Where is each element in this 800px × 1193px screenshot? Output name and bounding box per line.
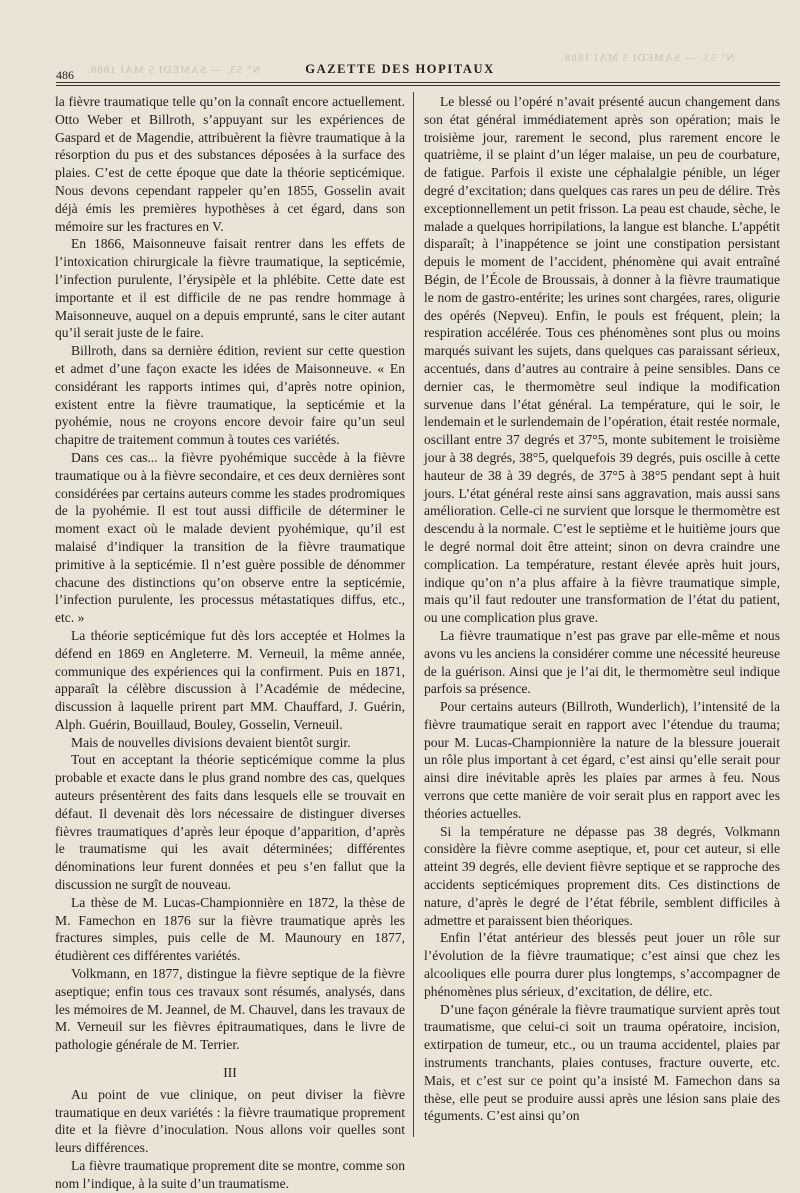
paragraph: Le blessé ou l’opéré n’avait présenté aucun changement dans son état général immédiatement après son opération; mais le troisième jour, rarement le second, plus rarement encore le quatrième, il se plaint d’un léger malaise, un peu de courbature, de fatigue. Parfois il existe une céphalalgie pénible, un léger degré d’excitation; dans quelques cas rares un peu de délire. Très exceptionnellement un petit frisson. La peau est chaude, sèche, le malade a quelques horripilations, la langue est blanche. L’appétit disparaît; à l’inappétence se joint une constipation persistant depuis le moment de l’accident, phénomène qui avait entraîné Bégin, de l’École de Broussais, à donner à la fièvre traumatique le nom de gastro-entérite; les urines sont chargées, rares, oligurie des opérés (Nepveu). Enfin, le pouls est fréquent, plein; la respiration accélérée. Tous ces phénomènes sont plus ou moins marqués suivant les sujets, dans quelques cas paraissant sérieux, accentués, dans d’autres au contraire à peine sensibles. Dans ce dernier cas, le thermomètre seul indique la modification survenue dans l’état général. La température, qui le soir, le lendemain et le surlendemain de l’opération, était restée normale, oscillant entre 37 degrés et 37°5, monte subitement le troisième jour à 38 degrés, 38°5, quelquefois 39 degrés, puis oscille à cette hauteur de 38 à 39 degrés, de 37°5 à 38°5 pendant sept à huit jours. L’état général reste ainsi sans aggravation, mais aussi sans amélioration. Celle-ci ne survient que lorsque le thermomètre est descendu à la normale. C’est le septième et le huitième jours que le degré normal doit être atteint; sinon on devra craindre une complication. La température, restant élevée après huit jours, indique qu’on n’a plus affaire à la fièvre traumatique simple, mais qu’il faut redouter une transformation de l’état du patient, ou une complication plus grave.: [424, 94, 780, 626]
paragraph: Enfin l’état antérieur des blessés peut jouer un rôle sur l’évolution de la fièvre traumatique; c’est ainsi que chez les alcooliques elle pourra durer plus longtemps, s’accompagner de phénomènes plus sérieux, d’excitation, de délire, etc.: [424, 930, 780, 999]
paragraph: La théorie septicémique fut dès lors acceptée et Holmes la défend en 1869 en Angleterre. M. Verneuil, la même année, communique des expériences qui la confirment. Puis en 1871, apparaît la célèbre discussion à l’Académie de médecine, discussion à laquelle prirent part MM. Chauffard, J. Guérin, Alph. Guérin, Bouillaud, Bouley, Gosselin, Verneuil.: [55, 627, 405, 732]
bleed-through-text: N° 53. — SAMEDI 5 MAI 1888.: [86, 64, 261, 76]
paragraph: Tout en acceptant la théorie septicémique comme la plus probable et exacte dans le plus grand nombre des cas, quelques auteurs présentèrent des faits dans lesquels elle se trouvait en défaut. Il devenait dès lors nécessaire de distinguer diverses fièvres traumatiques d’après leur époque d’apparition, d’après le traumatisme qui les avait déterminées; différentes dénominations leur furent données et peu s’en fallut que la discussion ne surgît de nouveau.: [55, 752, 405, 893]
paragraph: Si la température ne dépasse pas 38 degrés, Volkmann considère la fièvre comme aseptique, et, pour cet auteur, si elle atteint 39 degrés, elle devient fièvre septique et se rapproche des accidents septicémiques proprement dits. Ces distinctions de nature, d’après le degré de l’état fébrile, semblent difficiles à admettre et paraissent bien théoriques.: [424, 823, 780, 928]
left-column: [55, 93, 405, 1193]
paragraph: Au point de vue clinique, on peut diviser la fièvre traumatique en deux variétés : la fièvre traumatique proprement dite et la fièvre d’inoculation. Nous allons voir quelles sont leurs différences.: [55, 1086, 405, 1156]
header-rule: [56, 82, 780, 83]
paragraph: Pour certains auteurs (Billroth, Wunderlich), l’intensité de la fièvre traumatique serait en rapport avec l’étendue du trauma; pour M. Lucas-Championnière la nature de la blessure jouerait un rôle plus important à cet égard, c’est ainsi qu’elle serait pour ainsi dire inévitable après les plaies par armes à feu. Nous verrons que cette manière de voir serait plus en rapport avec les théories actuelles.: [424, 699, 780, 821]
right-column: [424, 93, 780, 1125]
section-heading: III: [223, 1065, 237, 1081]
paragraph: Mais de nouvelles divisions devaient bientôt surgir.: [71, 734, 351, 750]
header-rule-double: [56, 85, 780, 86]
paragraph: Volkmann, en 1877, distingue la fièvre septique de la fièvre aseptique; enfin tous ces travaux sont résumés, analysés, dans les mémoires de M. Jeannel, de M. Chauvel, dans les travaux de M. Verneuil sur les fièvres épitraumatiques, dans le livre de pathologie générale de M. Terrier.: [55, 966, 405, 1053]
page-title: GAZETTE DES HOPITAUX: [305, 62, 495, 76]
paragraph: la fièvre traumatique telle qu’on la connaît encore actuellement. Otto Weber et Billroth, s’appuyant sur les expériences de Gaspard et de Magendie, attribuèrent la fièvre traumatique à la résorption du pus et des substances déposées à la surface des plaies. C’est de cette époque que date la théorie septicémique. Nous devons cependant rappeler qu’en 1855, Gosselin avait déjà émis les premières hypothèses à cet égard, dans son mémoire sur les fractures en V.: [55, 94, 405, 234]
page-number: 486: [56, 68, 74, 82]
paragraph: Dans ces cas... la fièvre pyohémique succède à la fièvre traumatique ou à la fièvre secondaire, et ces deux dernières sont considérées par certains auteurs comme les stades prodromiques de la pyohémie. Il est tout aussi difficile de déterminer le moment exact où le malade devient pyohémique, qu’il est malaisé d’indiquer la transition de la fièvre traumatique primitive à la septicémie. Il n’est guère possible de dénommer chacune des distinctions qu’on observe entre la septicémie, l’infection purulente, les processus métastatiques diffus, etc., etc. »: [55, 449, 405, 626]
paragraph: La fièvre traumatique n’est pas grave par elle-même et nous avons vu les anciens la considérer comme une nécessité heureuse de la guérison. Ainsi que je l’ai dit, le thermomètre seul indique parfois sa présence.: [424, 627, 780, 697]
column-divider: [413, 92, 414, 1137]
paragraph: La thèse de M. Lucas-Championnière en 1872, la thèse de M. Famechon en 1876 sur la fièvre traumatique après les fractures simples, puis celle de M. Maunoury en 1877, étudièrent ces différentes variétés.: [55, 894, 405, 964]
paragraph: La fièvre traumatique proprement dite se montre, comme son nom l’indique, à la suite d’un traumatisme.: [55, 1158, 405, 1191]
bleed-through-text-right: N° 53. — SAMEDI 5 MAI 1888.: [560, 52, 735, 64]
paragraph: En 1866, Maisonneuve faisait rentrer dans les effets de l’intoxication chirurgicale la fièvre traumatique, la septicémie, l’infection purulente, l’érysipèle et la phlébite. Cette date est importante et il est difficile de ne pas rendre hommage à Maisonneuve, auquel on a depuis emprunté, sans le citer autant qu’il serait juste de le faire.: [55, 236, 405, 341]
paragraph: D’une façon générale la fièvre traumatique survient après tout traumatisme, que celui-ci soit un trauma opératoire, incision, extirpation de tumeur, etc., ou un trauma accidentel, plaies par instruments tranchants, plaies contuses, fracture ouverte, etc. Mais, et c’est sur ce point qu’a insisté M. Famechon dans sa thèse, elle peut se produire aussi après une lésion sans plaie des téguments. C’est ainsi qu’on: [424, 1001, 780, 1124]
paragraph: Billroth, dans sa dernière édition, revient sur cette question et admet d’une façon exacte les idées de Maisonneuve. « En considérant les rapports intimes qui, d’après notre opinion, existent entre la fièvre traumatique, la septicémie et la pyohémie, nous ne croyons encore devoir faire qu’un seul chapitre de traitement commun à toutes ces variétés.: [55, 343, 405, 448]
